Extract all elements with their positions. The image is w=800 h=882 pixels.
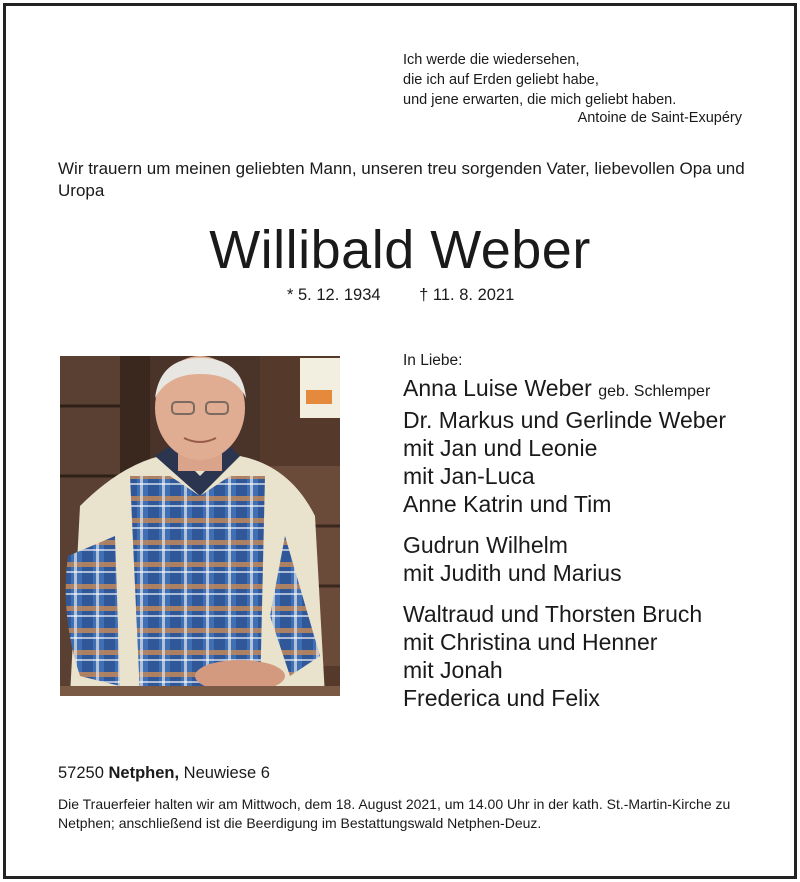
mourner-line: Waltraud und Thorsten Bruch <box>403 601 703 627</box>
death-date: † 11. 8. 2021 <box>419 286 515 304</box>
mourner-line <box>403 374 726 406</box>
address-street: Neuwiese 6 <box>183 764 270 782</box>
mourners-label: In Liebe: <box>403 352 463 369</box>
mourner-line: Frederica und Felix <box>403 685 600 711</box>
deceased-name: Willibald Weber <box>209 220 591 280</box>
mourner-name: Anna Luise Weber <box>403 375 592 401</box>
mourner-line: Dr. Markus und Gerlinde Weber <box>403 407 726 433</box>
portrait-photo <box>60 356 340 696</box>
family-address <box>58 764 270 783</box>
mourner-line: mit Judith und Marius <box>403 560 622 586</box>
quote-line: und jene erwarten, die mich geliebt haben. <box>403 92 677 108</box>
mourner-group <box>403 600 726 712</box>
maiden-name: geb. Schlemper <box>598 383 711 400</box>
ceremony-info: Die Trauerfeier halten wir am Mittwoch, dem 18. August 2021, um 14.00 Uhr in der kath. St.-Martin-Kirche zu Netphen; anschließend ist die Beerdigung im Bestattungswald Netphen-Deuz. <box>58 796 731 831</box>
birth-date: * 5. 12. 1934 <box>287 286 381 304</box>
mourner-line: mit Christina und Henner <box>403 629 658 655</box>
mourner-line: mit Jan-Luca <box>403 463 535 489</box>
mourner-group <box>403 374 726 518</box>
address-city: Netphen, <box>108 764 180 782</box>
address-zip: 57250 <box>58 764 104 782</box>
intro-text: Wir trauern um meinen geliebten Mann, unseren treu sorgenden Vater, liebevollen Opa und Uropa <box>58 159 745 200</box>
epitaph-quote <box>403 50 676 110</box>
mourner-line: Anne Katrin und Tim <box>403 491 612 517</box>
mourners-list <box>403 350 726 725</box>
life-dates <box>287 286 514 305</box>
mourner-line: mit Jan und Leonie <box>403 435 598 461</box>
quote-line: die ich auf Erden geliebt habe, <box>403 72 599 88</box>
quote-author: Antoine de Saint-Exupéry <box>577 110 742 126</box>
mourner-group <box>403 531 726 587</box>
quote-line: Ich werde die wiedersehen, <box>403 52 580 68</box>
portrait-illustration <box>60 356 340 696</box>
mourner-line: Gudrun Wilhelm <box>403 532 568 558</box>
mourner-line: mit Jonah <box>403 657 503 683</box>
